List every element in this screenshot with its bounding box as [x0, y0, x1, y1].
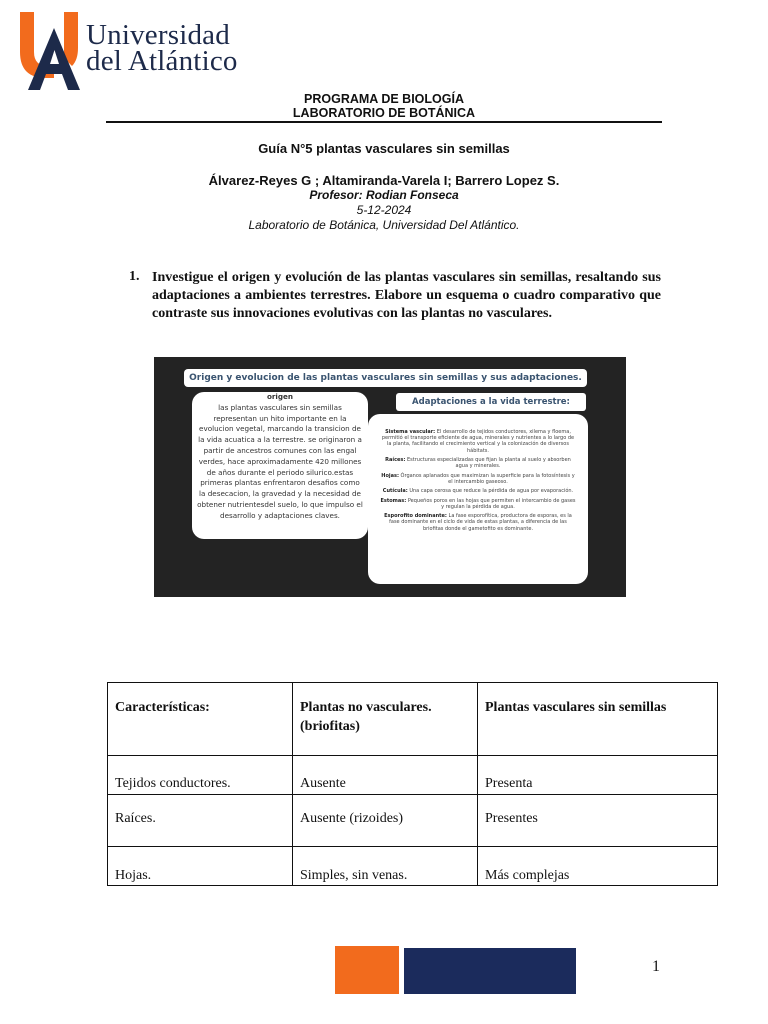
table-row: [108, 756, 718, 795]
table-cell: Simples, sin venas.: [293, 847, 478, 886]
table-header-cell: Plantas no vasculares. (briofitas): [293, 683, 478, 756]
evolution-diagram: [154, 357, 626, 597]
laboratory-title: LABORATORIO DE BOTÁNICA: [292, 106, 476, 120]
table-cell: Ausente: [293, 756, 478, 795]
origin-heading: origen: [266, 392, 294, 401]
table-cell: Presentes: [478, 795, 718, 847]
diagram-title: Origen y evolucion de las plantas vasculares sin semillas y sus adaptaciones.: [184, 369, 587, 387]
program-title: PROGRAMA DE BIOLOGÍA: [304, 92, 464, 106]
table-header-cell: Plantas vasculares sin semillas: [478, 683, 718, 756]
authors: Álvarez-Reyes G ; Altamiranda-Varela I; Barrero Lopez S.: [208, 173, 560, 188]
adaptation-item: Hojas: Órganos aplanados que maximizan la superficie para la fotosíntesis y el intercambio gaseoso.: [381, 472, 575, 485]
adaptation-item: Raíces: Estructuras especializadas que fijan la planta al suelo y absorben agua y minerales.: [385, 457, 571, 470]
question-number: 1.: [129, 269, 140, 284]
guide-title: Guía N°5 plantas vasculares sin semillas: [258, 141, 510, 156]
date: 5-12-2024: [356, 203, 412, 217]
table-row: [108, 795, 718, 847]
table-header-row: [108, 683, 718, 756]
footer-navy-block: [404, 948, 576, 994]
adaptation-item: Estomas: Pequeños poros en las hojas que permiten el intercambio de gases y regulan la pérdida de agua.: [380, 497, 576, 510]
question-text: Investigue el origen y evolución de las plantas vasculares sin semillas, resaltando sus adaptaciones a ambientes terrestres. Elabore un esquema o cuadro comparativo que contraste sus innovaciones evolutivas con las plantas no vasculares.: [152, 270, 661, 321]
university-name-line2: del Atlántico: [86, 45, 238, 77]
adaptations-title: Adaptaciones a la vida terrestre:: [396, 393, 586, 411]
comparison-table: [107, 682, 718, 886]
adaptation-item: Cutícula: Una capa cerosa que reduce la pérdida de agua por evaporación.: [382, 488, 574, 495]
table-header-cell: Características:: [108, 683, 293, 756]
adaptation-item: Sistema vascular: El desarrollo de tejidos conductores, xilema y floema, permitió el transporte eficiente de agua, minerales y nutrientes a lo largo de la planta, facilitando el crecimiento vertical y la colonización de diversos hábitats.: [381, 429, 575, 454]
origin-text: las plantas vasculares sin semillas representan un hito importante en la evolucion vegetal, marcando la transicion de la vida acuatica a la terrestre. se originaron a partir de ancestros comunes con las engal verdes, hace aproximadamente 420 millones de años durante el periodo silurico.estas primeras plantas enfrentaron desafios como la desecacion, la gravedad y la necesidad de obtener nutrientesdel suelo, lo que impulso el desarrollo y adaptaciones claves.: [197, 402, 363, 520]
lab-place: Laboratorio de Botánica, Universidad Del Atlántico.: [248, 218, 520, 232]
table-cell: Más complejas: [478, 847, 718, 886]
university-name: [86, 19, 238, 77]
origin-box: [192, 392, 368, 539]
adaptations-box: [368, 414, 588, 584]
adaptation-item: Esporofito dominante: La fase esporofítica, productora de esporas, es la fase dominante en el ciclo de vida de estas plantas, a diferencia de las briofitas donde el gametofito es dominante.: [384, 513, 572, 532]
table-cell: Raíces.: [108, 795, 293, 847]
table-cell: Hojas.: [108, 847, 293, 886]
header-divider: [106, 121, 662, 123]
table-row: [108, 847, 718, 886]
page-number: 1: [652, 958, 660, 975]
professor: Profesor: Rodian Fonseca: [309, 188, 459, 202]
table-cell: Ausente (rizoides): [293, 795, 478, 847]
table-cell: Tejidos conductores.: [108, 756, 293, 795]
table-cell: Presenta: [478, 756, 718, 795]
footer-orange-block: [335, 946, 399, 994]
university-name-line1: Universidad: [86, 19, 230, 51]
